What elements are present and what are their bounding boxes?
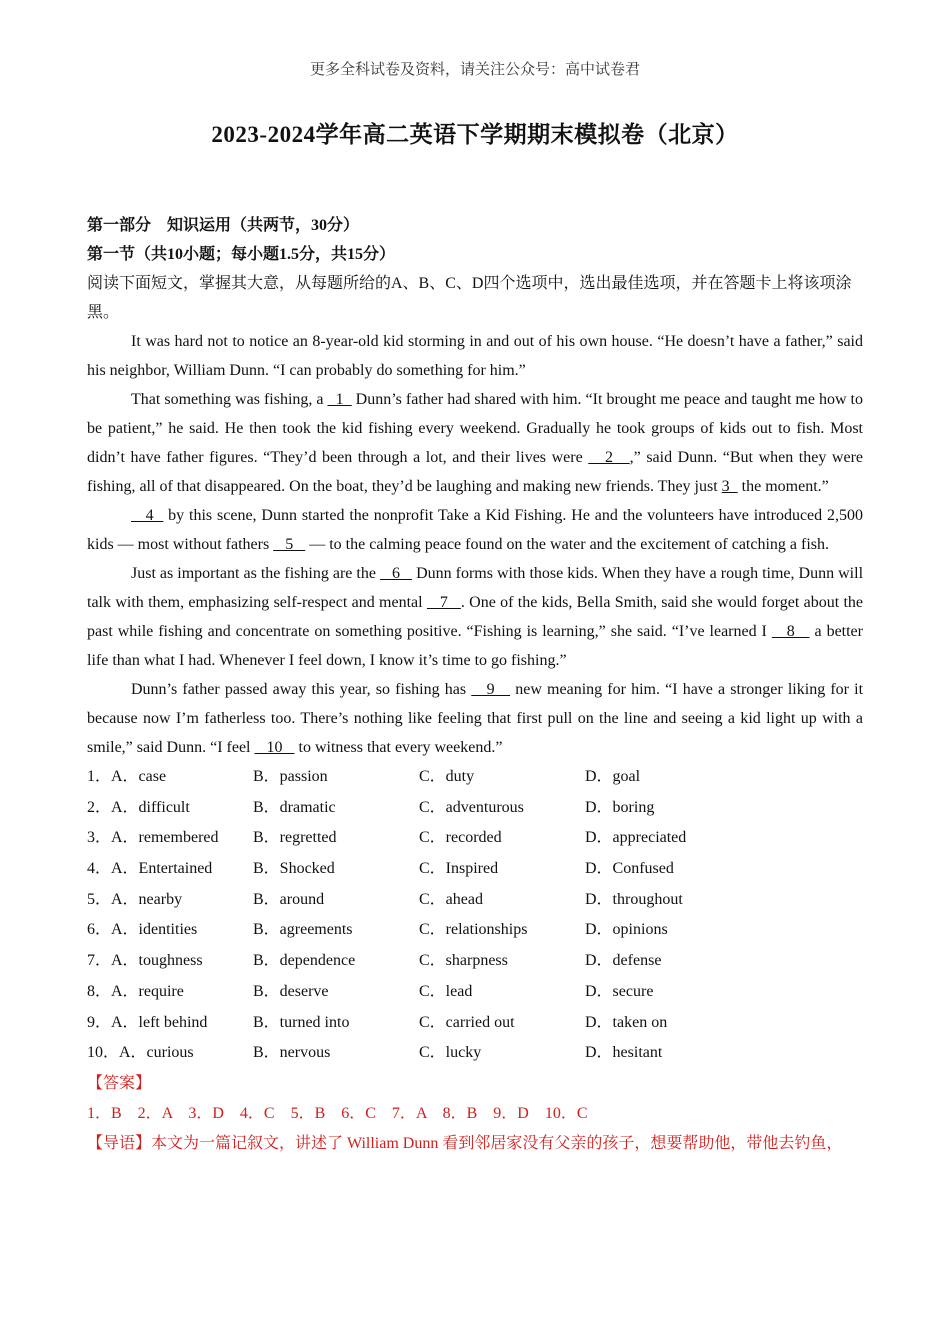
header-note: 更多全科试卷及资料，请关注公众号：高中试卷君 xyxy=(309,62,640,78)
blank-10: 10 xyxy=(254,739,295,756)
question-row xyxy=(87,823,863,854)
blank-4: 4 xyxy=(131,507,164,524)
passage-text: . One of the kids, Bella Smith, said she would forget about the past while fishing and concentrate on something positive. “Fishing is learning,” she said. “I’ve learned I xyxy=(87,594,864,640)
option-d: D．taken on xyxy=(585,1013,668,1031)
option-c: C．carried out xyxy=(419,1013,515,1031)
blank-9: 9 xyxy=(471,681,511,698)
passage-paragraph-5 xyxy=(87,675,863,762)
passage-text: Dunn’s father had shared with him. “It brought me peace and taught me how to be patient,” he said. He then took the kid fishing every weekend. Gradually he took groups of kids out to fish. Most didn’t have father figures. “They’d been through a lot, and their lives were xyxy=(87,391,864,466)
option-d: D．opinions xyxy=(585,921,668,939)
answer-key: 1．B 2．A 3．D 4．C 5．B 6．C 7．A 8．B 9．D 10．C xyxy=(87,1104,588,1122)
page-title: 2023-2024学年高二英语下学期期末模拟卷（北京） xyxy=(211,122,739,147)
passage-text: — to the calming peace found on the water and the excitement of catching a fish. xyxy=(305,536,830,553)
option-d: D．secure xyxy=(585,982,654,1000)
passage-paragraph-1 xyxy=(87,327,863,385)
question-row xyxy=(87,762,863,793)
passage-text: Dunn forms with those kids. When they have a rough time, Dunn will talk with them, emphasizing self-respect and mental xyxy=(87,565,864,611)
passage-paragraph-2 xyxy=(87,385,863,501)
question-row xyxy=(87,1008,863,1039)
option-a: 7．A．toughness xyxy=(87,952,203,970)
option-a: 2．A．difficult xyxy=(87,798,190,816)
option-c: C．Inspired xyxy=(419,860,499,878)
option-c: C．sharpness xyxy=(419,952,508,970)
option-d: D．hesitant xyxy=(585,1044,663,1062)
passage-text: It was hard not to notice an 8-year-old kid storming in and out of his own house. “He doesn’t have a father,” said his neighbor, William Dunn. “I can probably do something for him.” xyxy=(87,333,863,379)
instructions: 阅读下面短文，掌握其大意，从每题所给的A、B、C、D四个选项中，选出最佳选项，并在答题卡上将该项涂黑。 xyxy=(87,275,852,321)
blank-5: 5 xyxy=(273,536,306,553)
option-c: C．ahead xyxy=(419,890,483,908)
option-d: D．throughout xyxy=(585,890,683,908)
option-c: C．recorded xyxy=(419,829,502,847)
option-b: B．around xyxy=(253,890,325,908)
content-body xyxy=(87,211,863,1159)
answer-label: 【答案】 xyxy=(87,1074,152,1092)
question-row xyxy=(87,915,863,946)
option-d: D．defense xyxy=(585,952,662,970)
question-row xyxy=(87,1038,863,1069)
option-b: B．dependence xyxy=(253,952,356,970)
option-a: 6．A．identities xyxy=(87,921,198,939)
option-b: B．nervous xyxy=(253,1044,331,1062)
option-a: 10．A．curious xyxy=(87,1044,194,1062)
passage-text: Just as important as the fishing are the xyxy=(131,565,380,582)
question-row xyxy=(87,946,863,977)
blank-2: 2 xyxy=(588,449,630,466)
blank-8: 8 xyxy=(771,623,810,640)
option-d: D．boring xyxy=(585,798,655,816)
passage-text: the moment.” xyxy=(737,478,829,495)
option-b: B．turned into xyxy=(253,1013,350,1031)
passage-text: to witness that every weekend.” xyxy=(294,739,503,756)
option-b: B．regretted xyxy=(253,829,337,847)
option-a: 9．A．left behind xyxy=(87,1013,208,1031)
blank-3: 3 xyxy=(721,478,738,495)
option-b: B．agreements xyxy=(253,921,353,939)
blank-1: 1 xyxy=(327,391,352,408)
question-row xyxy=(87,793,863,824)
passage-text: by this scene, Dunn started the nonprofit Take a Kid Fishing. He and the volunteers have introduced 2,500 kids — most without fathers xyxy=(87,507,864,553)
passage-paragraph-3 xyxy=(87,501,863,559)
question-row xyxy=(87,854,863,885)
section-heading: 第一节（共10小题；每小题1.5分，共15分） xyxy=(87,246,396,263)
option-d: D．appreciated xyxy=(585,829,687,847)
option-c: C．adventurous xyxy=(419,798,524,816)
option-a: 8．A．require xyxy=(87,982,184,1000)
passage-text: a better life than what I had. Whenever I feel down, I know it’s time to go fishing.” xyxy=(87,623,863,669)
passage-text: That something was fishing, a xyxy=(131,391,328,408)
part-heading: 第一部分 知识运用（共两节，30分） xyxy=(87,217,360,234)
question-options xyxy=(87,762,863,1069)
passage-text: ,” said Dunn. “But when they were fishing, all of that disappeared. On the boat, they’d be laughing and making new friends. They just xyxy=(87,449,863,495)
blank-7: 7 xyxy=(426,594,461,611)
passage-text: new meaning for him. “I have a stronger liking for it because now I’m fatherless too. There’s nothing like feeling that first pull on the line and seeing a kid light up with a smile,” said Dunn. “I feel xyxy=(87,681,864,756)
option-a: 5．A．nearby xyxy=(87,890,183,908)
option-b: B．passion xyxy=(253,768,328,785)
option-c: C．lead xyxy=(419,982,473,1000)
passage-text: Dunn’s father passed away this year, so fishing has xyxy=(131,681,472,698)
option-d: D．goal xyxy=(585,768,641,785)
passage-paragraph-4 xyxy=(87,559,863,675)
option-b: B．Shocked xyxy=(253,860,335,878)
option-c: C．duty xyxy=(419,768,475,785)
option-d: D．Confused xyxy=(585,860,674,878)
option-b: B．dramatic xyxy=(253,798,336,816)
question-row xyxy=(87,885,863,916)
option-a: 3．A．remembered xyxy=(87,829,219,847)
question-row xyxy=(87,977,863,1008)
option-a: 4．A．Entertained xyxy=(87,860,213,878)
option-b: B．deserve xyxy=(253,982,329,1000)
blank-6: 6 xyxy=(379,565,413,582)
guide-text: 【导语】本文为一篇记叙文，讲述了 William Dunn 看到邻居家没有父亲的孩子，想要帮助他，带他去钓鱼， xyxy=(87,1134,843,1152)
option-c: C．lucky xyxy=(419,1044,482,1062)
option-c: C．relationships xyxy=(419,921,528,939)
option-a: 1．A．case xyxy=(87,768,167,785)
